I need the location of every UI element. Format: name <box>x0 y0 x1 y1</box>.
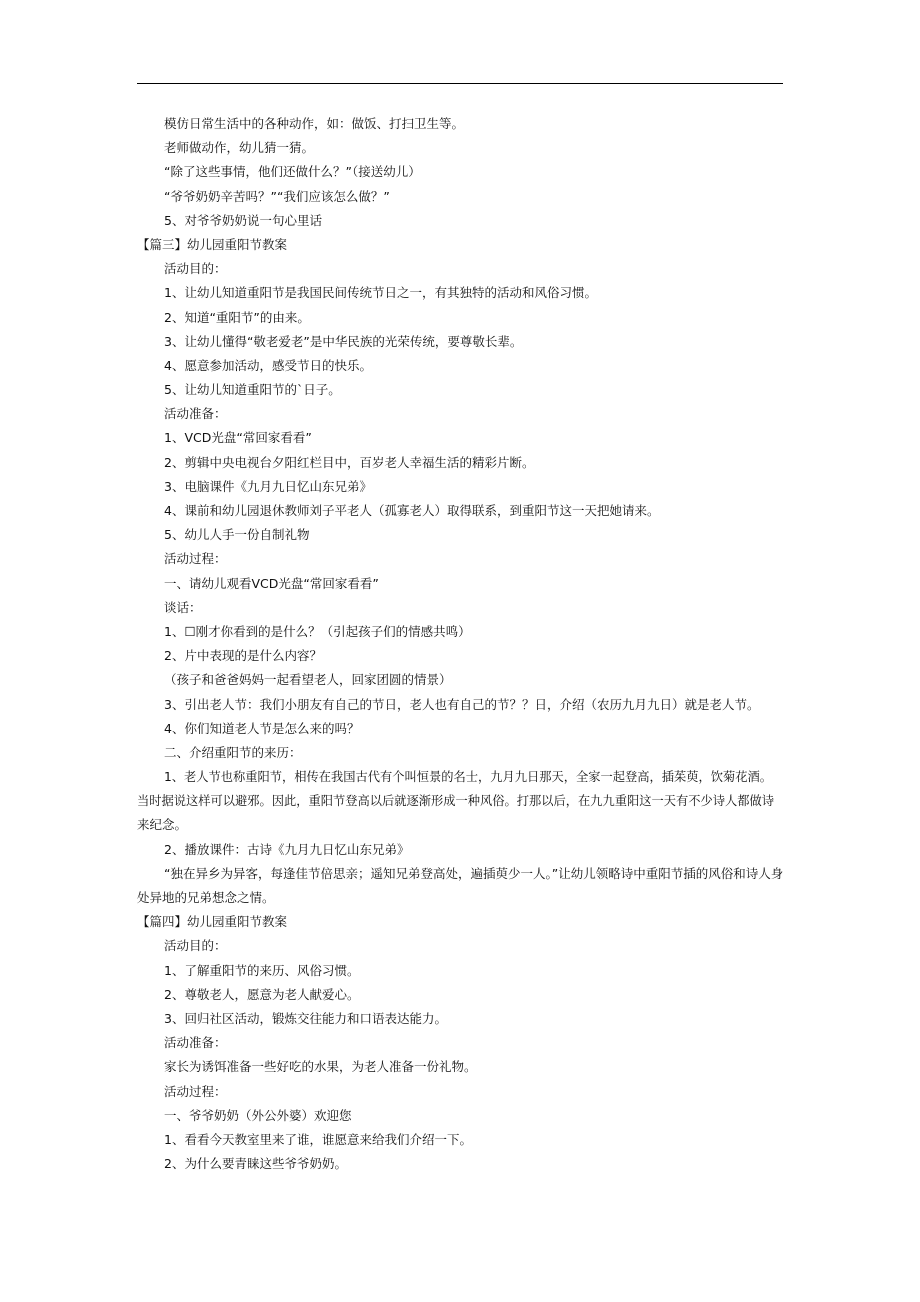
text-line: 1、让幼儿知道重阳节是我国民间传统节日之一，有其独特的活动和风俗习惯。 <box>164 285 597 301</box>
text-line: 当时据说这样可以避邪。因此，重阳节登高以后就逐渐形成一种风俗。打那以后，在九九重阳这一天有不少诗人都做诗 <box>137 794 774 809</box>
text-line: “独在异乡为异客，每逢佳节倍思亲；遥知兄弟登高处，遍插萸少一人。”让幼儿领略诗中重阳节插的风俗和诗人身 <box>164 865 784 881</box>
text-line: 3、回归社区活动，锻炼交往能力和口语表达能力。 <box>164 1010 447 1026</box>
text-line: 5、让幼儿知道重阳节的`日子。 <box>164 382 341 398</box>
text-line: 1、了解重阳节的来历、风俗习惯。 <box>164 962 360 978</box>
text-line: 4、课前和幼儿园退休教师刘子平老人（孤寡老人）取得联系，到重阳节这一天把她请来。 <box>164 503 660 518</box>
text-line: 二、介绍重阳节的来历： <box>164 744 302 760</box>
text-line: 2、播放课件：古诗《九月九日忆山东兄弟》 <box>164 841 410 857</box>
text-line: 1、看看今天教室里来了谁，谁愿意来给我们介绍一下。 <box>164 1131 472 1147</box>
text-line: 1、老人节也称重阳节，相传在我国古代有个叫恒景的名士，九月九日那天，全家一起登高，插茱萸，饮菊花酒。 <box>164 770 773 785</box>
text-line: 1、VCD光盘“常回家看看” <box>164 430 312 446</box>
text-line: 4、你们知道老人节是怎么来的吗？ <box>164 720 360 736</box>
text-line: 3、让幼儿懂得“敬老爱老”是中华民族的光荣传统，要尊敬长辈。 <box>164 333 523 349</box>
header-rule <box>137 83 783 84</box>
text-line: 5、对爷爷奶奶说一句心里话 <box>164 212 322 228</box>
text-line: 2、尊敬老人，愿意为老人献爱心。 <box>164 986 360 1002</box>
text-line: 活动目的： <box>164 261 227 277</box>
text-line: “爷爷奶奶辛苦吗？”“我们应该怎么做？” <box>164 188 390 204</box>
text-line: 2、知道“重阳节”的由来。 <box>164 309 310 325</box>
text-line: 模仿日常生活中的各种动作，如：做饭、打扫卫生等。 <box>164 116 465 131</box>
text-line: 【篇四】幼儿园重阳节教案 <box>137 914 288 930</box>
text-line: 2、剪辑中央电视台夕阳红栏目中，百岁老人幸福生活的精彩片断。 <box>164 454 535 470</box>
text-line: 活动准备： <box>164 406 227 422</box>
text-line: 3、电脑课件《九月九日忆山东兄弟》 <box>164 478 372 494</box>
text-line: 4、愿意参加活动，感受节日的快乐。 <box>164 357 372 373</box>
text-line: 来纪念。 <box>137 817 188 833</box>
text-line: 活动目的： <box>164 938 227 954</box>
text-line: 活动过程： <box>164 1083 227 1099</box>
text-line: 5、幼儿人手一份自制礼物 <box>164 527 310 543</box>
text-line: 一、请幼儿观看VCD光盘“常回家看看” <box>164 575 379 591</box>
text-line: 老师做动作，幼儿猜一猜。 <box>164 140 315 156</box>
text-line: 3、引出老人节：我们小朋友有自己的节日，老人也有自己的节？？日，介绍（农历九月九日）就是老人节。 <box>164 696 760 712</box>
text-line: （孩子和爸爸妈妈一起看望老人，回家团圆的情景） <box>164 672 452 688</box>
text-line: 2、为什么要青睐这些爷爷奶奶。 <box>164 1156 347 1172</box>
text-line: 1、☐刚才你看到的是什么？（引起孩子们的情感共鸣） <box>164 623 471 639</box>
text-line: 活动过程： <box>164 551 227 567</box>
text-line: 活动准备： <box>164 1035 227 1051</box>
text-line: 家长为诱饵准备一些好吃的水果，为老人准备一份礼物。 <box>164 1059 477 1075</box>
text-line: 谈话： <box>164 599 202 615</box>
text-line: “除了这些事情，他们还做什么？”（接送幼儿） <box>164 164 421 180</box>
document-body <box>137 112 783 1176</box>
text-line: 一、爷爷奶奶（外公外婆）欢迎您 <box>164 1107 352 1123</box>
text-line: 处异地的兄弟想念之情。 <box>137 890 275 905</box>
text-line: 【篇三】幼儿园重阳节教案 <box>137 236 288 252</box>
text-line: 2、片中表现的是什么内容？ <box>164 648 322 664</box>
